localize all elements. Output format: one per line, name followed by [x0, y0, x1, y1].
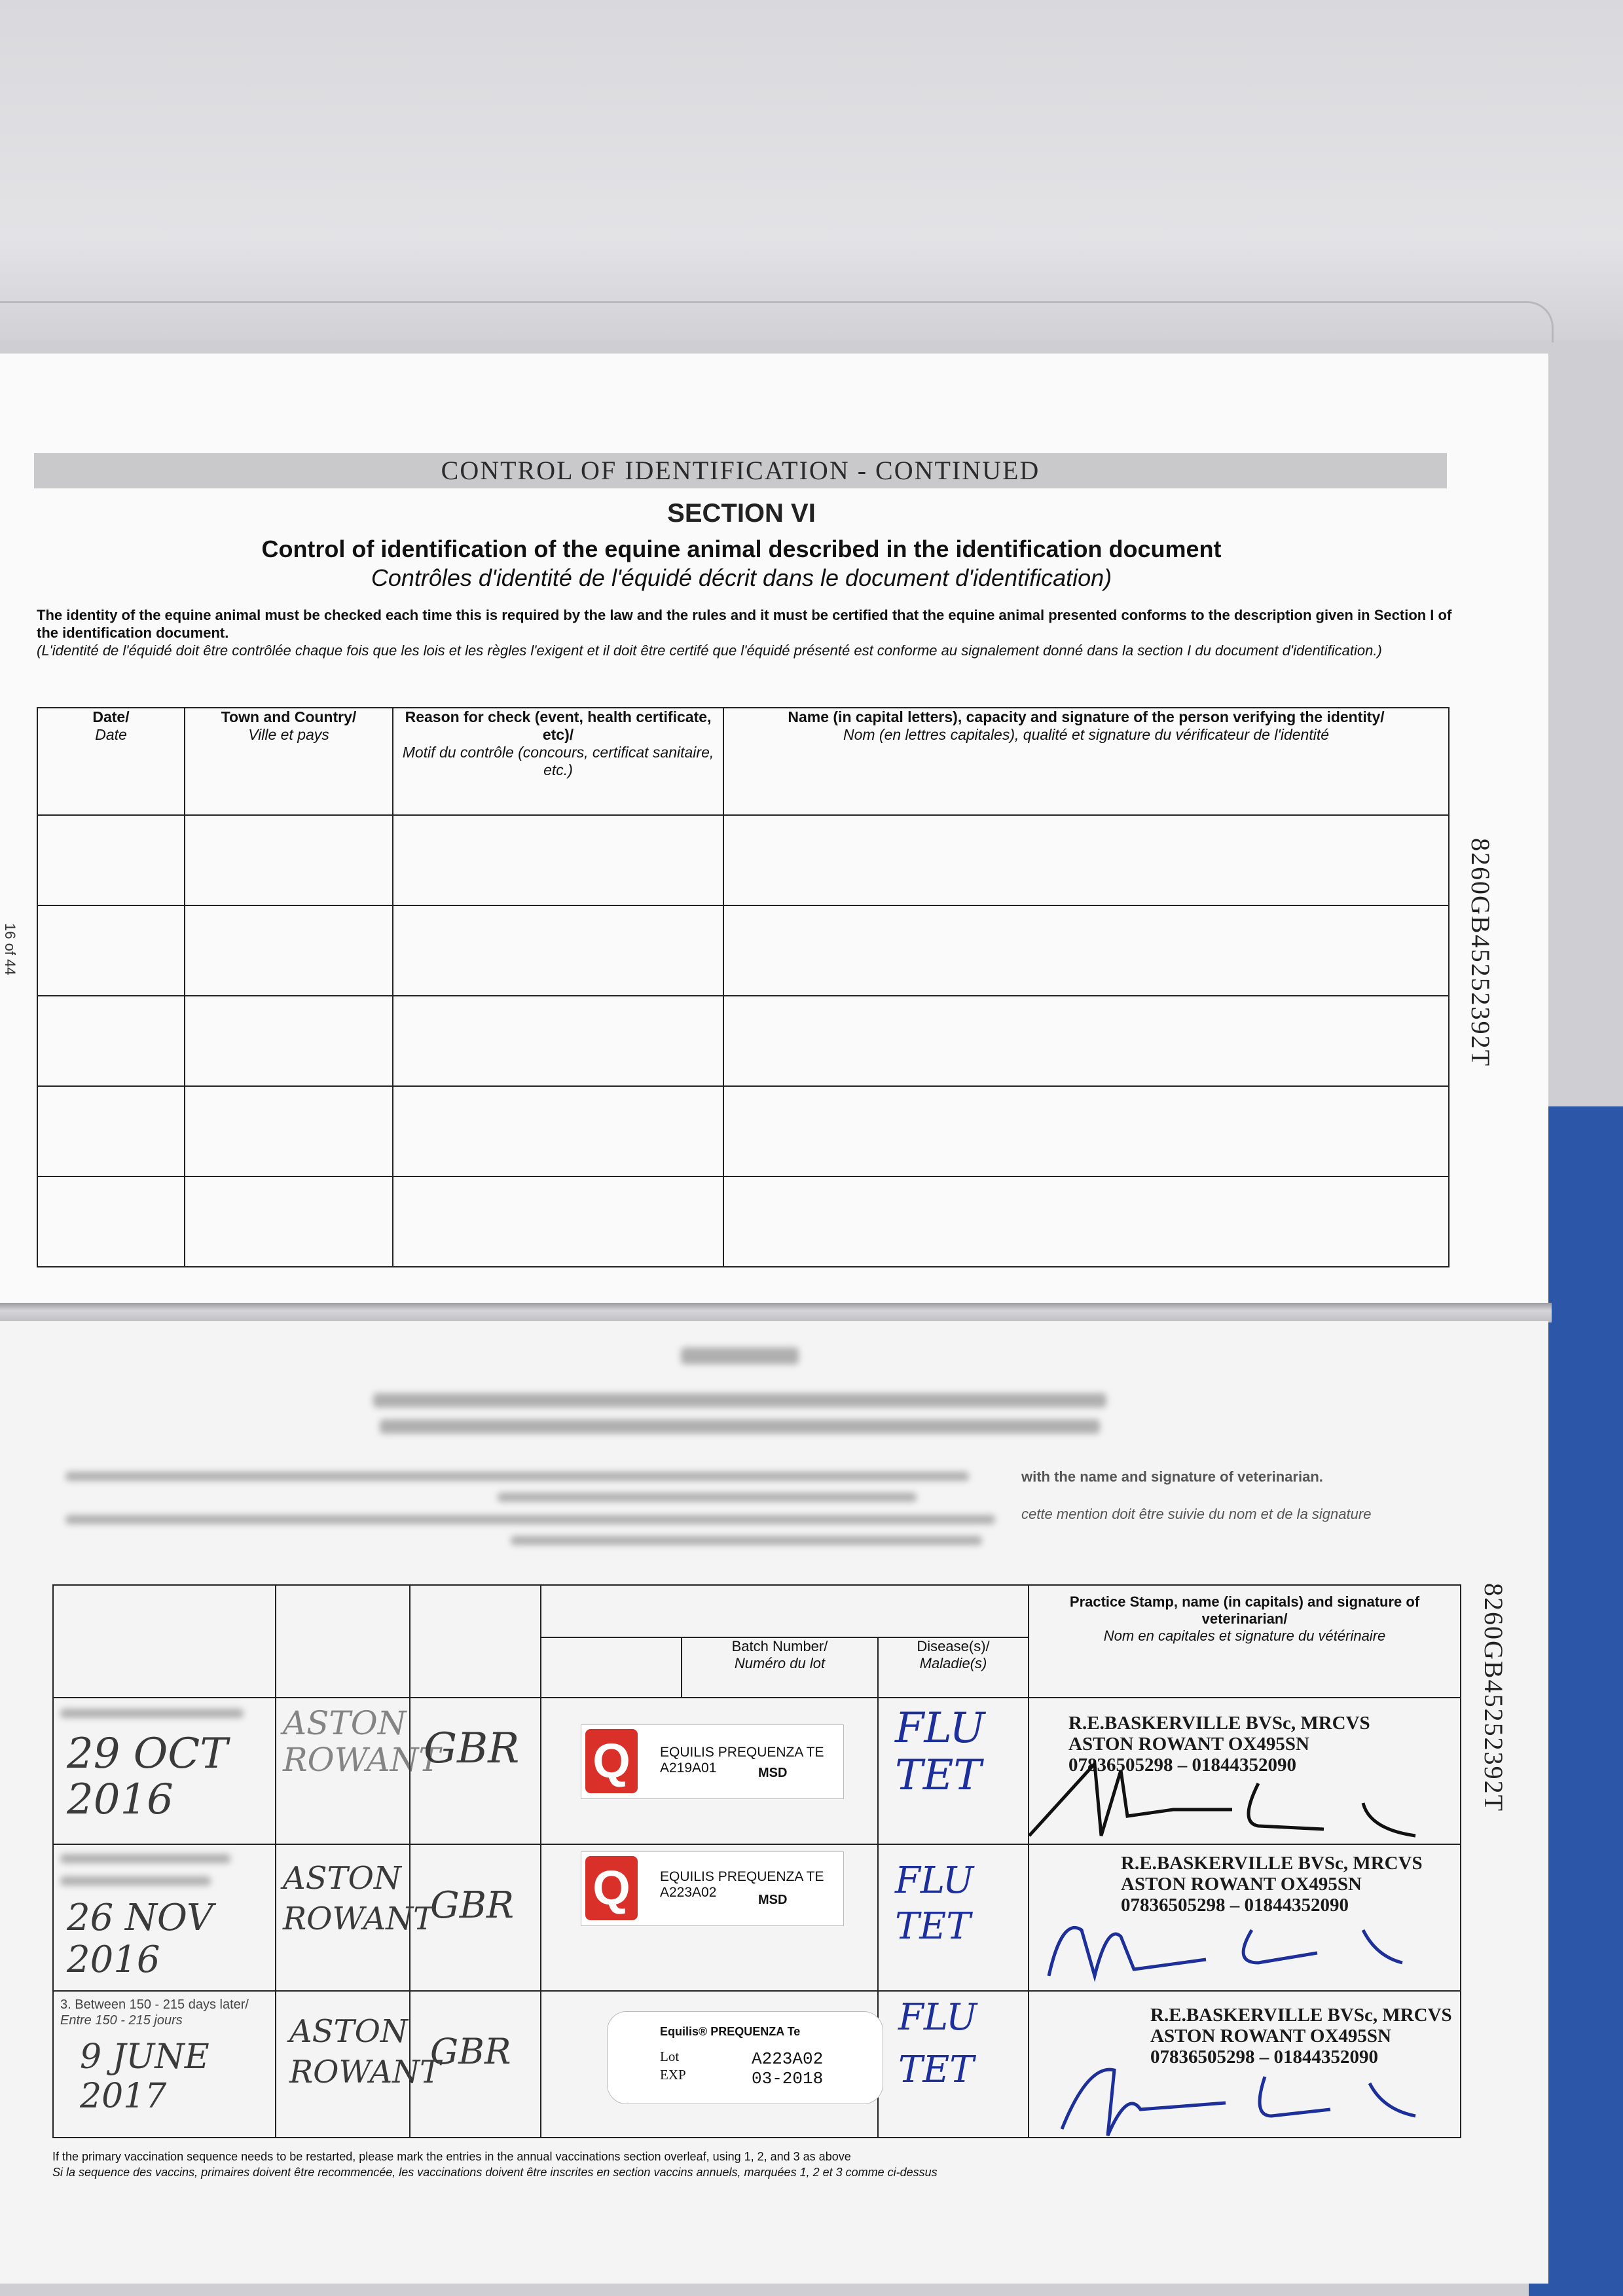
table-row [37, 996, 1449, 1086]
vac-label-cell [541, 1844, 878, 1991]
header-verifier: Name (in capital letters), capacity and signature of the person verifying the identity/ Nom (en lettres capitales), qualité et signature du vérificateur de l'identité [723, 708, 1449, 815]
vac-date: 29 OCT 2016 [67, 1730, 228, 1824]
vac-country: GBR [424, 1724, 520, 1773]
vaccination-table [52, 1584, 1461, 2138]
header-disease: Disease(s)/ Maladie(s) [878, 1637, 1029, 1698]
msd-logo-icon: MSD [758, 1766, 788, 1780]
header-stamp: Practice Stamp, name (in capitals) and signature of veterinarian/ Nom en capitales et signature du vétérinaire [1029, 1585, 1461, 1698]
vac-place-cell [276, 1844, 435, 1991]
vac-place-cell [276, 1991, 441, 2138]
blurred-caption: with the name and signature of veterinarian. [1021, 1468, 1323, 1485]
header-town: Town and Country/ Ville et pays [185, 708, 393, 815]
vac-disease-cell [878, 1844, 1029, 1991]
vac-disease: FLU TET [895, 1704, 985, 1800]
msd-logo-icon: MSD [758, 1893, 788, 1907]
vac-place: ASTON ROWANT [283, 1860, 435, 1937]
section-title: SECTION VI [667, 499, 816, 528]
band-title: CONTROL OF IDENTIFICATION - CONTINUED [34, 453, 1447, 488]
header-name-blurred [541, 1637, 682, 1698]
vaccine-sticker [607, 2011, 883, 2104]
scanner-background [0, 0, 1623, 340]
vac-date-cell [53, 1698, 276, 1844]
table-row [53, 1844, 1461, 1991]
vac-disease-cell [878, 1991, 1029, 2138]
vac-date-cell [53, 1991, 276, 2138]
header-date: Date/ Date [37, 708, 185, 815]
vac-header-row [53, 1585, 1461, 1637]
vaccine-product: EQUILIS PREQUENZA TE [660, 1745, 824, 1760]
vac-country-cell [410, 1844, 541, 1991]
vet-signature-icon [1036, 1891, 1442, 1989]
vaccine-batch: A223A02 [752, 2049, 824, 2069]
stamp-phone: 07836505298 – 01844352090 [1150, 2047, 1379, 2068]
vac-place: ASTON ROWANT [283, 1704, 441, 1779]
vaccine-sticker [581, 1724, 844, 1799]
vac-date-cell [53, 1844, 276, 1991]
lot-label: Lot [660, 2049, 680, 2064]
vaccine-sticker [581, 1851, 844, 1926]
footnote [52, 2149, 938, 2180]
q-logo-icon: Q [585, 1856, 638, 1920]
vac-stamp-cell [1029, 1698, 1461, 1844]
header-place-blurred [276, 1585, 410, 1698]
header-date-blurred [53, 1585, 276, 1698]
vac-country-cell [410, 1991, 541, 2138]
table-header-row [37, 708, 1449, 815]
stamp-address: ASTON ROWANT OX495SN [1121, 1874, 1362, 1895]
vac-disease-cell [878, 1698, 1029, 1844]
vet-signature-icon [1023, 1738, 1442, 1849]
blurred-caption-fr: cette mention doit être suivie du nom et de la signature [1021, 1506, 1372, 1522]
vaccine-expiry: 03-2018 [752, 2069, 824, 2088]
q-logo-icon: Q [585, 1729, 638, 1793]
vac-date: 9 JUNE 2017 [80, 2037, 210, 2116]
vac-disease: FLU TET [895, 1859, 974, 1948]
vet-signature-icon [1042, 2050, 1448, 2142]
passport-number-top: 8260GB45252392T [1466, 838, 1495, 1067]
vaccine-batch: A219A01 [660, 1760, 717, 1776]
vaccine-batch: A223A02 [660, 1885, 717, 1900]
table-row [53, 1698, 1461, 1844]
vac-country: GBR [430, 1884, 515, 1927]
vac-place: ASTON ROWANT [289, 2013, 441, 2090]
stamp-address: ASTON ROWANT OX495SN [1150, 2026, 1391, 2047]
table-row [37, 1176, 1449, 1267]
vac-label-cell [541, 1698, 878, 1844]
exp-label: EXP [660, 2067, 686, 2083]
row3-label: 3. Between 150 - 215 days later/ Entre 150 - 215 jours [60, 1997, 249, 2028]
intro-fr: (L'identité de l'équidé doit être contrôlée chaque fois que les lois et les règles l'exigent et il doit être certifé que l'équidé présenté est conforme au signalement donné dans la section I du document d'identification.) [37, 642, 1382, 659]
table-row [37, 1086, 1449, 1176]
page-number: 16 of 44 [2, 923, 18, 975]
header-batch: Batch Number/ Numéro du lot [682, 1637, 878, 1698]
table-row [37, 815, 1449, 905]
control-heading-en: Control of identification of the equine animal described in the identification document [261, 536, 1222, 562]
vaccine-product: Equilis® PREQUENZA Te [660, 2025, 801, 2038]
footnote-fr: Si la sequence des vaccins, primaires doivent être recommencée, les vaccinations doivent être inscrites en section vaccins annuels, marquées 1, 2 et 3 comme ci-dessus [52, 2166, 938, 2179]
vac-stamp-cell [1029, 1844, 1461, 1991]
intro-text [37, 606, 1454, 659]
stamp-address: ASTON ROWANT OX495SN [1068, 1734, 1309, 1755]
vac-date: 26 NOV 2016 [67, 1897, 213, 1981]
vac-country-cell [410, 1698, 541, 1844]
vaccine-product: EQUILIS PREQUENZA TE [660, 1869, 824, 1884]
identity-check-table [37, 707, 1450, 1267]
book-gutter [0, 1303, 1552, 1322]
vac-country: GBR [430, 2031, 511, 2072]
vac-place-cell [276, 1698, 441, 1844]
stamp-name: R.E.BASKERVILLE BVSc, MRCVS [1068, 1713, 1370, 1734]
stamp-name: R.E.BASKERVILLE BVSc, MRCVS [1150, 2005, 1452, 2026]
stamp-phone: 07836505298 – 01844352090 [1121, 1895, 1349, 1916]
stamp-name: R.E.BASKERVILLE BVSc, MRCVS [1121, 1853, 1423, 1874]
plastic-sleeve-edge [0, 301, 1554, 342]
vac-stamp-cell [1029, 1991, 1461, 2138]
page-section-vi [0, 354, 1548, 1306]
table-row [53, 1991, 1461, 2138]
header-reason: Reason for check (event, health certificate, etc)/ Motif du contrôle (concours, certificat sanitaire, etc.) [393, 708, 723, 815]
table-row [37, 905, 1449, 996]
header-vaccine-blurred [541, 1585, 1029, 1637]
control-heading-fr: Contrôles d'identité de l'équidé décrit dans le document d'identification) [371, 564, 1112, 591]
footnote-en: If the primary vaccination sequence needs to be restarted, please mark the entries in the annual vaccinations section overleaf, using 1, 2, and 3 as above [52, 2150, 851, 2163]
header-country-blurred [410, 1585, 541, 1698]
vac-disease: FLU TET [898, 1996, 977, 2091]
vac-label-cell [541, 1991, 878, 2138]
intro-en: The identity of the equine animal must be checked each time this is required by the law and the rules and it must be certified that the equine animal presented conforms to the description given in Section I of the identification document. [37, 607, 1452, 641]
passport-number-bottom: 8260GB45252392T [1479, 1583, 1508, 1812]
stamp-phone: 07836505298 – 01844352090 [1068, 1755, 1297, 1776]
